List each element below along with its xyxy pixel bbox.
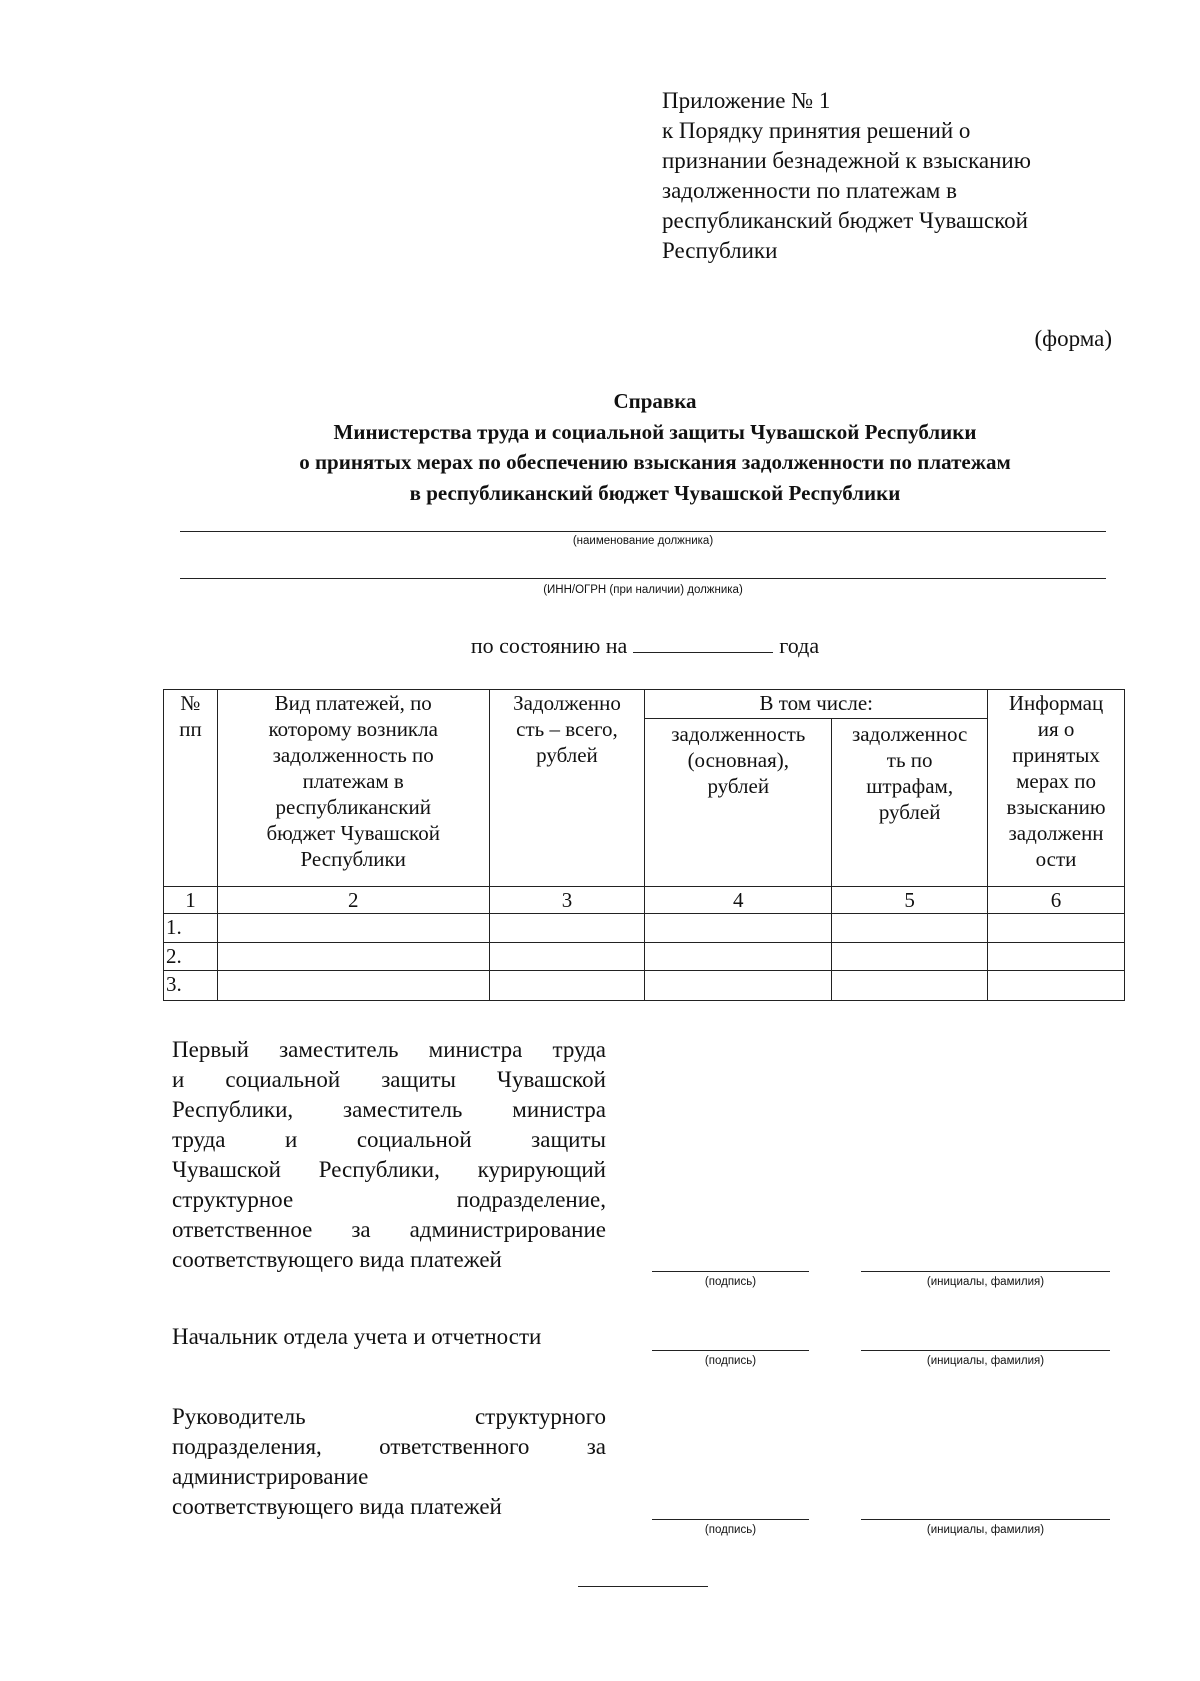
column-number: 2 bbox=[217, 887, 489, 914]
table-row bbox=[164, 914, 1125, 943]
table-cell[interactable] bbox=[489, 971, 645, 1001]
signatory-head-accounting bbox=[172, 1322, 606, 1352]
signatory-first-deputy bbox=[172, 1035, 606, 1275]
table-row bbox=[164, 943, 1125, 971]
column-number: 6 bbox=[988, 887, 1125, 914]
signatory-line: и социальной защиты Чувашской bbox=[172, 1067, 606, 1092]
name-line[interactable] bbox=[861, 1271, 1110, 1272]
header-num: № пп bbox=[164, 690, 218, 887]
table-cell[interactable] bbox=[645, 971, 832, 1001]
table-cell[interactable] bbox=[217, 971, 489, 1001]
name-caption: (инициалы, фамилия) bbox=[926, 1355, 1045, 1367]
header-measures: Информац ия о принятых мерах по взысканию задолженн ости bbox=[988, 690, 1125, 887]
table-cell[interactable] bbox=[832, 914, 988, 943]
table-cell[interactable] bbox=[832, 971, 988, 1001]
form-label: (форма) bbox=[1034, 326, 1112, 351]
signatory-line: соответствующего вида платежей bbox=[172, 1494, 502, 1519]
signature-caption: (подпись) bbox=[704, 1524, 757, 1536]
document-title: Справка Министерства труда и социальной защиты Чувашской Республики о принятых мерах по обеспечению взыскания задолженности по платежам в республиканский бюджет Чувашской Республики bbox=[299, 389, 1011, 505]
signature-caption: (подпись) bbox=[704, 1276, 757, 1288]
signature-line[interactable] bbox=[652, 1519, 809, 1520]
name-caption: (инициалы, фамилия) bbox=[926, 1276, 1045, 1288]
table-row bbox=[164, 971, 1125, 1001]
as-of-prefix: по состоянию на bbox=[470, 633, 628, 658]
table-cell[interactable] bbox=[217, 914, 489, 943]
table-cell[interactable] bbox=[217, 943, 489, 971]
signatory-line: Первый заместитель министра труда bbox=[172, 1037, 606, 1062]
signatory-line: соответствующего вида платежей bbox=[172, 1247, 502, 1272]
debt-table bbox=[163, 689, 1125, 1001]
table-cell[interactable] bbox=[489, 914, 645, 943]
debtor-name-line[interactable] bbox=[180, 531, 1106, 532]
table-cell[interactable] bbox=[832, 943, 988, 971]
header-fines: задолженнос ть по штрафам, рублей bbox=[832, 719, 988, 887]
table-cell[interactable] bbox=[645, 943, 832, 971]
debtor-inn-line[interactable] bbox=[180, 578, 1106, 579]
name-line[interactable] bbox=[861, 1350, 1110, 1351]
signature-caption: (подпись) bbox=[704, 1355, 757, 1367]
column-number: 5 bbox=[832, 887, 988, 914]
table-cell[interactable] bbox=[988, 914, 1125, 943]
column-number: 3 bbox=[489, 887, 645, 914]
row-number: 3. bbox=[164, 971, 218, 1001]
signatory-line: администрирование bbox=[172, 1464, 369, 1489]
debtor-name-caption: (наименование должника) bbox=[572, 535, 714, 547]
name-caption: (инициалы, фамилия) bbox=[926, 1524, 1045, 1536]
table-cell[interactable] bbox=[645, 914, 832, 943]
signatory-line: ответственное за администрирование bbox=[172, 1217, 606, 1242]
as-of-date-blank[interactable] bbox=[633, 632, 773, 653]
signatory-line: Республики, заместитель министра bbox=[172, 1097, 606, 1122]
signatory-line: структурное подразделение, bbox=[172, 1187, 606, 1212]
as-of-date bbox=[0, 632, 1200, 659]
row-number: 1. bbox=[164, 914, 218, 943]
column-number: 4 bbox=[645, 887, 832, 914]
header-including: В том числе: bbox=[645, 690, 988, 719]
column-number: 1 bbox=[164, 887, 218, 914]
signatory-line: Руководитель структурного bbox=[172, 1404, 606, 1429]
header-total: Задолженно сть – всего, рублей bbox=[489, 690, 645, 887]
signatory-line: подразделения, ответственного за bbox=[172, 1434, 606, 1459]
name-line[interactable] bbox=[861, 1519, 1110, 1520]
signature-line[interactable] bbox=[652, 1350, 809, 1351]
debtor-inn-caption: (ИНН/ОГРН (при наличии) должника) bbox=[543, 584, 743, 596]
table-cell[interactable] bbox=[988, 971, 1125, 1001]
header-principal: задолженность (основная), рублей bbox=[645, 719, 832, 887]
signatory-line: труда и социальной защиты bbox=[172, 1127, 606, 1152]
appendix-header: Приложение № 1 к Порядку принятия решений о признании безнадежной к взысканию задолженности по платежам в республиканский бюджет Чувашской Республики bbox=[662, 88, 1031, 263]
signatory-structural-head bbox=[172, 1402, 606, 1522]
table-cell[interactable] bbox=[988, 943, 1125, 971]
row-number: 2. bbox=[164, 943, 218, 971]
table-cell[interactable] bbox=[489, 943, 645, 971]
signatory-line: Начальник отдела учета и отчетности bbox=[172, 1324, 542, 1349]
signature-line[interactable] bbox=[652, 1271, 809, 1272]
end-separator bbox=[578, 1586, 708, 1587]
signatory-line: Чувашской Республики, курирующий bbox=[172, 1157, 606, 1182]
as-of-suffix: года bbox=[779, 633, 820, 658]
header-payment-type: Вид платежей, по которому возникла задолженность по платежам в республиканский бюджет Чувашской Республики bbox=[217, 690, 489, 887]
